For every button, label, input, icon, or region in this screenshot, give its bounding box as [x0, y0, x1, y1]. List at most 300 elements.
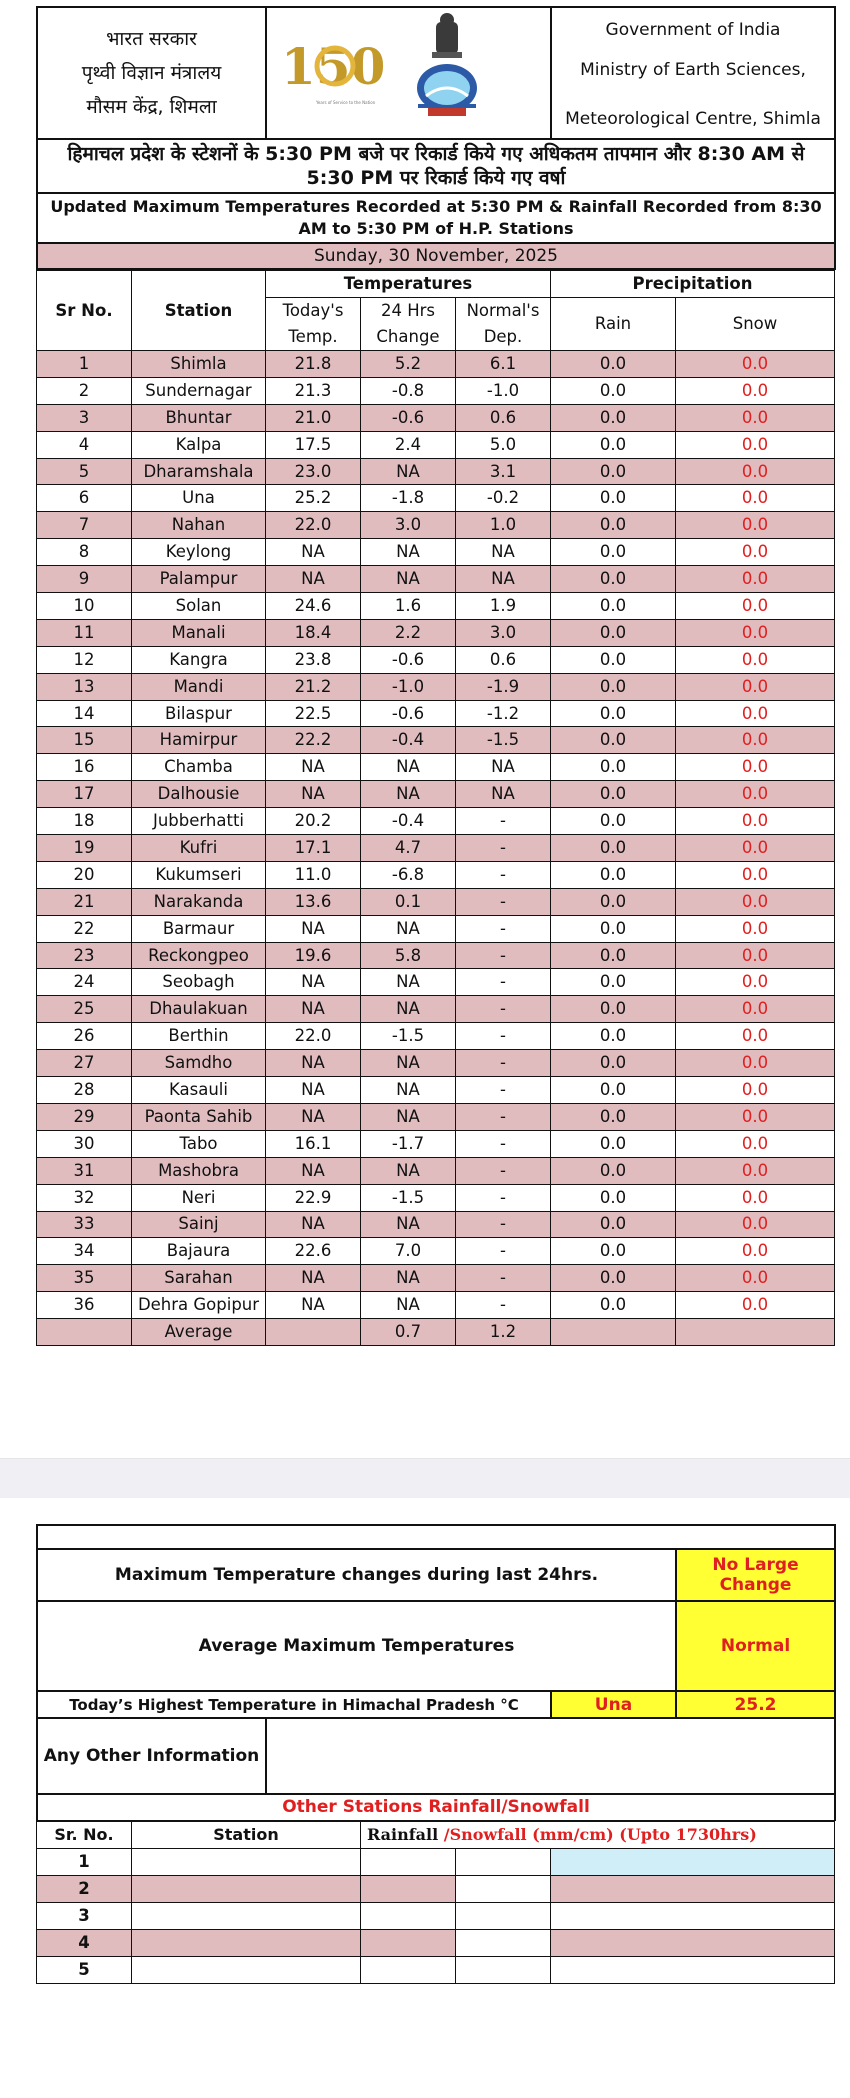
row-rain: 0.0 — [551, 593, 676, 620]
row-rain: 0.0 — [551, 888, 676, 915]
row-24h-change: -0.6 — [361, 700, 456, 727]
row-rain: 0.0 — [551, 861, 676, 888]
row-24h-change: -0.6 — [361, 646, 456, 673]
row-sr: 16 — [37, 754, 132, 781]
row-sr: 22 — [37, 915, 132, 942]
row-snow: 0.0 — [676, 539, 835, 566]
row-sr: 25 — [37, 996, 132, 1023]
row-station: Bilaspur — [132, 700, 266, 727]
station-row — [37, 942, 835, 969]
row-snow: 0.0 — [676, 861, 835, 888]
row-snow: 0.0 — [676, 996, 835, 1023]
row-station: Kalpa — [132, 431, 266, 458]
row-today-temp: 18.4 — [266, 619, 361, 646]
row-snow: 0.0 — [676, 646, 835, 673]
row-sr: 30 — [37, 1130, 132, 1157]
row-snow: 0.0 — [676, 969, 835, 996]
row-today-temp: NA — [266, 1211, 361, 1238]
row-rain: 0.0 — [551, 1265, 676, 1292]
row-today-temp: NA — [266, 1157, 361, 1184]
station-row — [37, 593, 835, 620]
row-station: Mandi — [132, 673, 266, 700]
row-normal-dep: NA — [456, 539, 551, 566]
row-snow: 0.0 — [676, 700, 835, 727]
row-normal-dep: NA — [456, 781, 551, 808]
rf-snow — [456, 1848, 551, 1875]
station-row — [37, 431, 835, 458]
row-station: Tabo — [132, 1130, 266, 1157]
row-today-temp: NA — [266, 1103, 361, 1130]
row-rain: 0.0 — [551, 754, 676, 781]
row-normal-dep: 0.6 — [456, 404, 551, 431]
row-normal-dep: - — [456, 835, 551, 862]
row-snow: 0.0 — [676, 566, 835, 593]
hindi-agency-block — [37, 7, 266, 139]
highest-temp-label: Today’s Highest Temperature in Himachal Pradesh °C — [37, 1691, 551, 1718]
row-today-temp: 17.1 — [266, 835, 361, 862]
rf-remark — [551, 1875, 835, 1902]
row-rain: 0.0 — [551, 431, 676, 458]
rf-remark — [551, 1929, 835, 1956]
rf-rain — [361, 1902, 456, 1929]
rf-snow — [456, 1902, 551, 1929]
row-24h-change: 4.7 — [361, 835, 456, 862]
row-today-temp: 23.8 — [266, 646, 361, 673]
row-rain: 0.0 — [551, 996, 676, 1023]
hi-ministry-line: पृथ्वी विज्ञान मंत्रालय — [81, 62, 222, 84]
row-station: Jubberhatti — [132, 808, 266, 835]
row-24h-change: NA — [361, 1211, 456, 1238]
row-24h-change: -1.8 — [361, 485, 456, 512]
row-normal-dep: - — [456, 1023, 551, 1050]
highest-temp-station: Una — [551, 1691, 676, 1718]
row-station: Samdho — [132, 1050, 266, 1077]
station-row — [37, 835, 835, 862]
rf-snow — [456, 1929, 551, 1956]
avg-sr — [37, 1319, 132, 1346]
row-sr: 24 — [37, 969, 132, 996]
logo-150-sub: Years of Service to the Nation — [316, 100, 376, 105]
row-snow: 0.0 — [676, 835, 835, 862]
row-today-temp: NA — [266, 1265, 361, 1292]
row-today-temp: 11.0 — [266, 861, 361, 888]
row-rain: 0.0 — [551, 1211, 676, 1238]
row-24h-change: NA — [361, 458, 456, 485]
row-snow: 0.0 — [676, 351, 835, 378]
row-rain: 0.0 — [551, 458, 676, 485]
row-snow: 0.0 — [676, 485, 835, 512]
rf-col-rain-b: /Snowfall — [443, 1825, 533, 1844]
row-24h-change: NA — [361, 781, 456, 808]
station-row — [37, 404, 835, 431]
row-24h-change: NA — [361, 1157, 456, 1184]
row-sr: 35 — [37, 1265, 132, 1292]
rf-row — [37, 1875, 835, 1902]
row-rain: 0.0 — [551, 727, 676, 754]
row-station: Paonta Sahib — [132, 1103, 266, 1130]
row-snow: 0.0 — [676, 593, 835, 620]
station-row — [37, 1211, 835, 1238]
row-rain: 0.0 — [551, 942, 676, 969]
row-sr: 8 — [37, 539, 132, 566]
col-sr: Sr No. — [37, 271, 132, 351]
row-sr: 29 — [37, 1103, 132, 1130]
row-normal-dep: -1.0 — [456, 377, 551, 404]
station-row — [37, 969, 835, 996]
station-row — [37, 485, 835, 512]
rf-station — [132, 1956, 361, 1983]
row-rain: 0.0 — [551, 1077, 676, 1104]
row-normal-dep: NA — [456, 566, 551, 593]
row-station: Manali — [132, 619, 266, 646]
row-today-temp: NA — [266, 1050, 361, 1077]
rf-col-station: Station — [132, 1821, 361, 1848]
row-rain: 0.0 — [551, 700, 676, 727]
row-normal-dep: - — [456, 915, 551, 942]
row-today-temp: 22.0 — [266, 512, 361, 539]
station-row — [37, 646, 835, 673]
row-sr: 15 — [37, 727, 132, 754]
summary-table — [36, 1524, 836, 1821]
row-station: Kasauli — [132, 1077, 266, 1104]
row-rain: 0.0 — [551, 619, 676, 646]
row-rain: 0.0 — [551, 1184, 676, 1211]
row-today-temp: 19.6 — [266, 942, 361, 969]
row-sr: 28 — [37, 1077, 132, 1104]
row-normal-dep: - — [456, 942, 551, 969]
row-normal-dep: 1.9 — [456, 593, 551, 620]
row-snow: 0.0 — [676, 431, 835, 458]
rf-remark — [551, 1848, 835, 1875]
row-snow: 0.0 — [676, 404, 835, 431]
row-normal-dep: - — [456, 969, 551, 996]
row-station: Seobagh — [132, 969, 266, 996]
col-today-2: Temp. — [266, 324, 361, 351]
col-group-temperatures: Temperatures — [266, 271, 551, 298]
row-today-temp: 22.5 — [266, 700, 361, 727]
row-normal-dep: - — [456, 1103, 551, 1130]
row-today-temp: 17.5 — [266, 431, 361, 458]
station-row — [37, 1023, 835, 1050]
row-sr: 26 — [37, 1023, 132, 1050]
english-agency-block — [551, 7, 835, 139]
row-snow: 0.0 — [676, 727, 835, 754]
row-snow: 0.0 — [676, 781, 835, 808]
rf-station — [132, 1875, 361, 1902]
row-rain: 0.0 — [551, 1238, 676, 1265]
row-today-temp: 21.0 — [266, 404, 361, 431]
rf-station — [132, 1929, 361, 1956]
row-rain: 0.0 — [551, 1050, 676, 1077]
col-snow: Snow — [676, 298, 835, 351]
rf-row — [37, 1956, 835, 1983]
row-24h-change: NA — [361, 566, 456, 593]
row-sr: 2 — [37, 377, 132, 404]
row-rain: 0.0 — [551, 781, 676, 808]
row-snow: 0.0 — [676, 1292, 835, 1319]
station-row — [37, 915, 835, 942]
row-snow: 0.0 — [676, 808, 835, 835]
rf-snow — [456, 1956, 551, 1983]
row-sr: 17 — [37, 781, 132, 808]
logo-cell — [266, 7, 551, 139]
row-station: Berthin — [132, 1023, 266, 1050]
row-snow: 0.0 — [676, 1265, 835, 1292]
row-snow: 0.0 — [676, 1184, 835, 1211]
rf-col-rainfall — [361, 1821, 835, 1848]
station-row — [37, 888, 835, 915]
en-ministry-line: Ministry of Earth Sciences, — [580, 60, 806, 80]
rf-station — [132, 1848, 361, 1875]
col-rain: Rain — [551, 298, 676, 351]
row-sr: 27 — [37, 1050, 132, 1077]
row-station: Mashobra — [132, 1157, 266, 1184]
en-govt-line: Government of India — [605, 20, 781, 40]
row-normal-dep: - — [456, 1050, 551, 1077]
row-rain: 0.0 — [551, 1023, 676, 1050]
row-normal-dep: - — [456, 1211, 551, 1238]
row-station: Dhaulakuan — [132, 996, 266, 1023]
row-rain: 0.0 — [551, 539, 676, 566]
row-station: Dharamshala — [132, 458, 266, 485]
row-rain: 0.0 — [551, 915, 676, 942]
max-change-label: Maximum Temperature changes during last 24hrs. — [37, 1549, 676, 1601]
station-row — [37, 512, 835, 539]
row-today-temp: 21.3 — [266, 377, 361, 404]
row-snow: 0.0 — [676, 1103, 835, 1130]
row-station: Sundernagar — [132, 377, 266, 404]
row-snow: 0.0 — [676, 1157, 835, 1184]
row-24h-change: 3.0 — [361, 512, 456, 539]
row-sr: 10 — [37, 593, 132, 620]
row-snow: 0.0 — [676, 1211, 835, 1238]
row-rain: 0.0 — [551, 1130, 676, 1157]
row-24h-change: NA — [361, 1077, 456, 1104]
row-sr: 14 — [37, 700, 132, 727]
row-sr: 1 — [37, 351, 132, 378]
row-normal-dep: - — [456, 1157, 551, 1184]
row-rain: 0.0 — [551, 485, 676, 512]
rf-row — [37, 1902, 835, 1929]
row-24h-change: NA — [361, 915, 456, 942]
row-station: Bhuntar — [132, 404, 266, 431]
row-today-temp: 22.6 — [266, 1238, 361, 1265]
row-normal-dep: 5.0 — [456, 431, 551, 458]
row-today-temp: 20.2 — [266, 808, 361, 835]
temperature-sheet — [36, 6, 834, 1346]
rf-rain — [361, 1875, 456, 1902]
row-normal-dep: - — [456, 1130, 551, 1157]
avg-normal: 1.2 — [456, 1319, 551, 1346]
row-snow: 0.0 — [676, 915, 835, 942]
row-today-temp: 21.8 — [266, 351, 361, 378]
station-row — [37, 1077, 835, 1104]
row-24h-change: NA — [361, 969, 456, 996]
station-row — [37, 566, 835, 593]
header-table — [36, 6, 836, 270]
row-today-temp: 24.6 — [266, 593, 361, 620]
row-24h-change: -0.6 — [361, 404, 456, 431]
row-rain: 0.0 — [551, 969, 676, 996]
station-row — [37, 377, 835, 404]
highest-temp-value: 25.2 — [676, 1691, 835, 1718]
logos-art — [268, 8, 549, 134]
en-blank-line — [552, 90, 834, 108]
row-24h-change: -6.8 — [361, 861, 456, 888]
row-normal-dep: 3.0 — [456, 619, 551, 646]
row-rain: 0.0 — [551, 351, 676, 378]
row-normal-dep: 0.6 — [456, 646, 551, 673]
rf-sr: 5 — [37, 1956, 132, 1983]
row-station: Chamba — [132, 754, 266, 781]
row-rain: 0.0 — [551, 808, 676, 835]
row-today-temp: 22.2 — [266, 727, 361, 754]
station-rows — [37, 351, 835, 1319]
row-normal-dep: - — [456, 808, 551, 835]
row-today-temp: NA — [266, 754, 361, 781]
title-hindi: हिमाचल प्रदेश के स्टेशनों के 5:30 PM बजे पर रिकार्ड किये गए अधिकतम तापमान और 8:30 AM से 5:30 PM पर रिकार्ड किये गए वर्षा — [37, 139, 835, 193]
row-station: Nahan — [132, 512, 266, 539]
station-row — [37, 781, 835, 808]
row-station: Palampur — [132, 566, 266, 593]
row-snow: 0.0 — [676, 1050, 835, 1077]
row-today-temp: NA — [266, 915, 361, 942]
row-normal-dep: - — [456, 1184, 551, 1211]
row-normal-dep: -0.2 — [456, 485, 551, 512]
row-snow: 0.0 — [676, 377, 835, 404]
row-24h-change: NA — [361, 1265, 456, 1292]
row-sr: 19 — [37, 835, 132, 862]
row-today-temp: 22.9 — [266, 1184, 361, 1211]
row-24h-change: -1.0 — [361, 673, 456, 700]
row-rain: 0.0 — [551, 404, 676, 431]
hi-centre-line: मौसम केंद्र, शिमला — [86, 96, 217, 118]
row-today-temp: 22.0 — [266, 1023, 361, 1050]
row-normal-dep: - — [456, 888, 551, 915]
row-snow: 0.0 — [676, 619, 835, 646]
row-rain: 0.0 — [551, 512, 676, 539]
station-row — [37, 727, 835, 754]
row-sr: 20 — [37, 861, 132, 888]
row-24h-change: 1.6 — [361, 593, 456, 620]
row-snow: 0.0 — [676, 673, 835, 700]
col-group-precipitation: Precipitation — [551, 271, 835, 298]
row-station: Solan — [132, 593, 266, 620]
row-today-temp: NA — [266, 1077, 361, 1104]
station-row — [37, 1103, 835, 1130]
imd-logo-icon — [417, 64, 477, 116]
row-sr: 7 — [37, 512, 132, 539]
station-row — [37, 1050, 835, 1077]
row-station: Dalhousie — [132, 781, 266, 808]
row-station: Narakanda — [132, 888, 266, 915]
row-normal-dep: 3.1 — [456, 458, 551, 485]
row-sr: 13 — [37, 673, 132, 700]
row-today-temp: 21.2 — [266, 673, 361, 700]
row-normal-dep: 1.0 — [456, 512, 551, 539]
station-row — [37, 808, 835, 835]
row-station: Dehra Gopipur — [132, 1292, 266, 1319]
station-row — [37, 700, 835, 727]
station-row — [37, 539, 835, 566]
row-station: Sainj — [132, 1211, 266, 1238]
rf-sr: 1 — [37, 1848, 132, 1875]
row-sr: 5 — [37, 458, 132, 485]
national-emblem-icon — [432, 13, 462, 58]
row-snow: 0.0 — [676, 1238, 835, 1265]
rf-station — [132, 1902, 361, 1929]
max-change-value: No Large Change — [676, 1549, 835, 1601]
row-sr: 18 — [37, 808, 132, 835]
station-row — [37, 673, 835, 700]
row-sr: 23 — [37, 942, 132, 969]
station-row — [37, 1157, 835, 1184]
station-row — [37, 1130, 835, 1157]
station-row — [37, 458, 835, 485]
row-sr: 21 — [37, 888, 132, 915]
col-station: Station — [132, 271, 266, 351]
row-24h-change: -1.5 — [361, 1023, 456, 1050]
row-24h-change: 7.0 — [361, 1238, 456, 1265]
row-today-temp: 16.1 — [266, 1130, 361, 1157]
row-station: Shimla — [132, 351, 266, 378]
row-normal-dep: -1.5 — [456, 727, 551, 754]
row-24h-change: NA — [361, 754, 456, 781]
row-station: Bajaura — [132, 1238, 266, 1265]
row-24h-change: NA — [361, 1050, 456, 1077]
row-sr: 4 — [37, 431, 132, 458]
row-snow: 0.0 — [676, 1023, 835, 1050]
row-24h-change: 0.1 — [361, 888, 456, 915]
row-today-temp: NA — [266, 539, 361, 566]
row-24h-change: NA — [361, 539, 456, 566]
row-snow: 0.0 — [676, 1130, 835, 1157]
avg-today — [266, 1319, 361, 1346]
row-station: Kangra — [132, 646, 266, 673]
station-row — [37, 1238, 835, 1265]
row-station: Barmaur — [132, 915, 266, 942]
row-24h-change: -1.5 — [361, 1184, 456, 1211]
rf-remark — [551, 1902, 835, 1929]
row-station: Kukumseri — [132, 861, 266, 888]
row-normal-dep: - — [456, 996, 551, 1023]
rf-sr: 2 — [37, 1875, 132, 1902]
row-snow: 0.0 — [676, 888, 835, 915]
row-today-temp: NA — [266, 1292, 361, 1319]
col-normal-1: Normal's — [456, 298, 551, 325]
row-rain: 0.0 — [551, 1292, 676, 1319]
row-today-temp: NA — [266, 781, 361, 808]
row-24h-change: -0.4 — [361, 727, 456, 754]
avg-label: Average — [132, 1319, 266, 1346]
row-sr: 3 — [37, 404, 132, 431]
row-rain: 0.0 — [551, 1103, 676, 1130]
row-normal-dep: - — [456, 1238, 551, 1265]
row-station: Sarahan — [132, 1265, 266, 1292]
other-stations-title: Other Stations Rainfall/Snowfall — [37, 1794, 835, 1820]
row-sr: 12 — [37, 646, 132, 673]
col-normal-2: Dep. — [456, 324, 551, 351]
row-station: Hamirpur — [132, 727, 266, 754]
row-rain: 0.0 — [551, 673, 676, 700]
row-today-temp: NA — [266, 996, 361, 1023]
row-sr: 11 — [37, 619, 132, 646]
row-normal-dep: - — [456, 1077, 551, 1104]
row-24h-change: NA — [361, 1103, 456, 1130]
station-row — [37, 351, 835, 378]
row-rain: 0.0 — [551, 1157, 676, 1184]
row-24h-change: 2.2 — [361, 619, 456, 646]
